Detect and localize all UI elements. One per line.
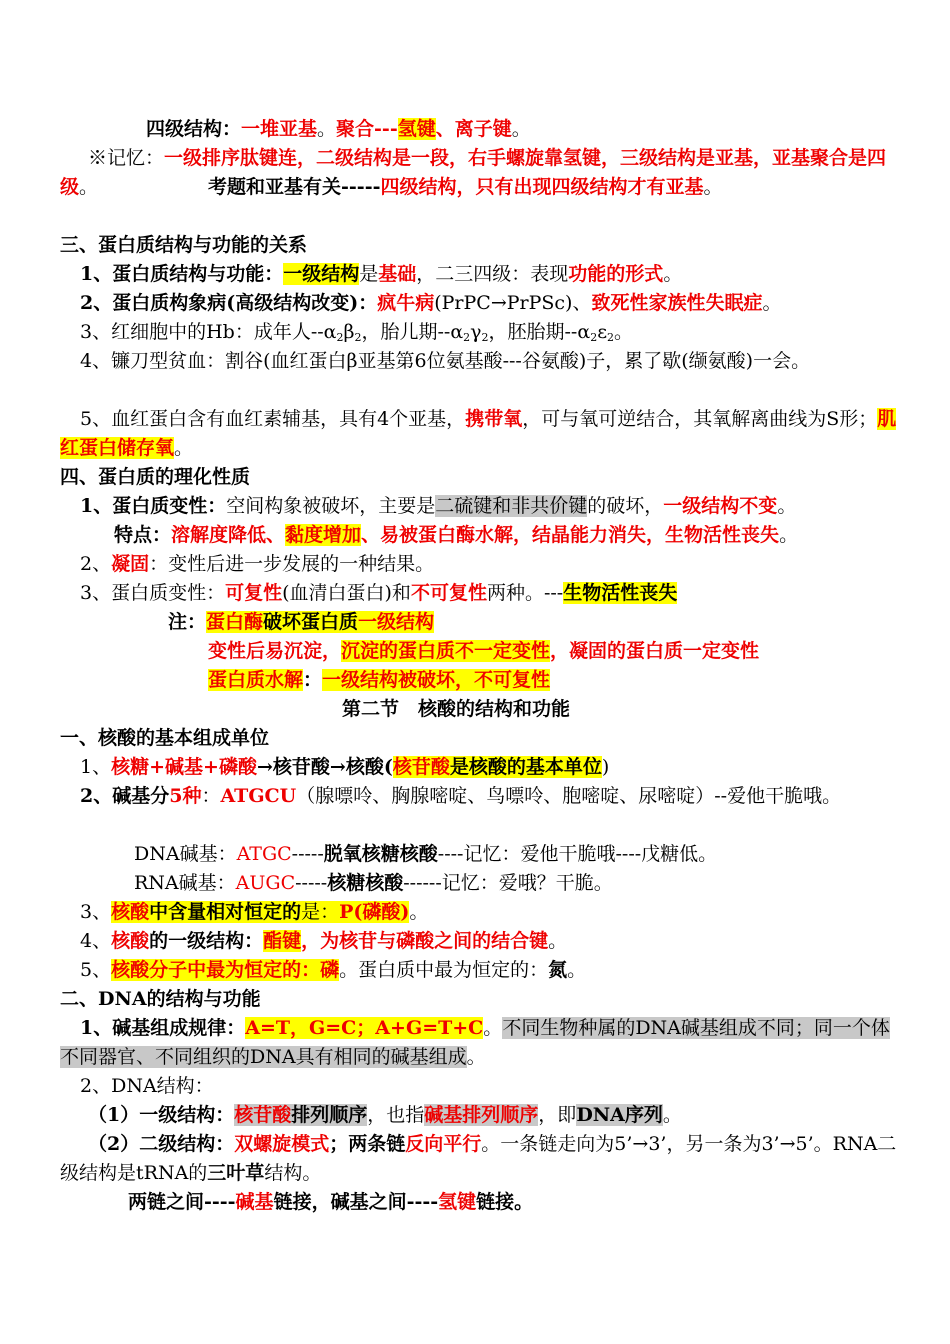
denaturation-features: 特点：溶解度降低、黏度增加、易被蛋白酶水解，结晶能力消失，生物活性丧失。 — [114, 524, 799, 546]
dna-bases-line: DNA碱基：ATGC-----脱氧核糖核酸----记忆：爱他干脆哦----戊糖低。 — [134, 843, 718, 865]
point-sickle-cell: 4、镰刀型贫血：割谷(血红蛋白β亚基第6位氨基酸---谷氨酸)子，累了歇(缬氨酸)一会。 — [80, 350, 811, 372]
section-heading-nucleic-unit: 一、核酸的基本组成单位 — [60, 727, 270, 749]
memory-tip-paragraph: ※记忆：一级排序肽键连，二级结构是一段，右手螺旋靠氢键，三级结构是亚基，亚基聚合是四级。 考题和亚基有关-----四级结构，只有出现四级结构才有亚基。 — [60, 147, 887, 198]
point-hemoglobin-oxygen: 5、血红蛋白含有血红素辅基，具有4个亚基，携带氧，可与氧可逆结合，其氧解离曲线为S形；肌红蛋白储存氧。 — [60, 408, 897, 459]
note-hydrolysis: 蛋白质水解：一级结构被破坏，不可复性 — [208, 669, 551, 691]
quaternary-structure-line: 四级结构：一堆亚基。聚合---氢键、离子键。 — [146, 118, 531, 140]
point-constant-content: 3、核酸中含量相对恒定的是：P(磷酸)。 — [80, 901, 429, 923]
dna-primary-structure: （1）一级结构：核苷酸排列顺序，也指碱基排列顺序，即DNA序列。 — [88, 1104, 682, 1126]
point-coagulation: 2、凝固：变性后进一步发展的一种结果。 — [80, 553, 435, 575]
point-dna-structure: 2、DNA结构： — [80, 1075, 214, 1097]
point-most-constant: 5、核酸分子中最为恒定的：磷。蛋白质中最为恒定的：氮。 — [80, 959, 587, 981]
point-nucleotide-composition: 1、核糖+碱基+磷酸→核苷酸→核酸(核苷酸是核酸的基本单位) — [80, 756, 610, 778]
note-protease: 注：蛋白酶破坏蛋白质一级结构 — [168, 611, 435, 633]
point-reversibility: 3、蛋白质变性：可复性(血清白蛋白)和不可复性两种。---生物活性丧失 — [80, 582, 678, 604]
section-heading-3: 三、蛋白质结构与功能的关系 — [60, 234, 308, 256]
point-base-rules: 1、碱基组成规律：A=T，G=C；A+G=T+C。不同生物种属的DNA碱基组成不同；同一个体不同器官、不同组织的DNA具有相同的碱基组成。 — [60, 1017, 890, 1068]
section-heading-dna: 二、DNA的结构与功能 — [60, 988, 261, 1010]
point-bases: 2、碱基分5种：ATGCU（腺嘌呤、胸腺嘧啶、鸟嘌呤、胞嘧啶、尿嘧啶）--爱他干脆哦。 — [80, 785, 842, 807]
note-precipitation: 变性后易沉淀，沉淀的蛋白质不一定变性，凝固的蛋白质一定变性 — [208, 640, 760, 662]
point-hemoglobin-types: 3、红细胞中的Hb：成年人$--\alpha_2\beta_2$，胎儿期$--\alpha_2\gamma_2$，胚胎期$--\alpha_2\varepsilon_2$。 — [80, 321, 634, 344]
rna-bases-line: RNA碱基：AUGC-----核糖核酸------记忆：爱哦？干脆。 — [134, 872, 613, 894]
dna-secondary-structure: （2）二级结构：双螺旋模式；两条链反向平行。一条链走向为5’→3’，另一条为3’→5’。RNA二级结构是tRNA的三叶草结构。 — [60, 1133, 897, 1184]
section-heading-4: 四、蛋白质的理化性质 — [60, 466, 251, 488]
point-nucleic-primary: 4、核酸的一级结构：酯键，为核苷与磷酸之间的结合键。 — [80, 930, 568, 952]
point-denaturation: 1、蛋白质变性：空间构象被破坏，主要是二硫键和非共价键的破坏，一级结构不变。 — [80, 495, 797, 517]
section-title-nucleic-acid: 第二节 核酸的结构和功能 — [342, 698, 571, 720]
dna-bond-summary: 两链之间----碱基链接，碱基之间----氢键链接。 — [128, 1191, 534, 1213]
point-structure-function: 1、蛋白质结构与功能：一级结构是基础，二三四级：表现功能的形式。 — [80, 263, 683, 285]
point-conformational-disease: 2、蛋白质构象病(高级结构改变)：疯牛病(PrPC→PrPSc)、致死性家族性失眠症。 — [80, 292, 782, 314]
